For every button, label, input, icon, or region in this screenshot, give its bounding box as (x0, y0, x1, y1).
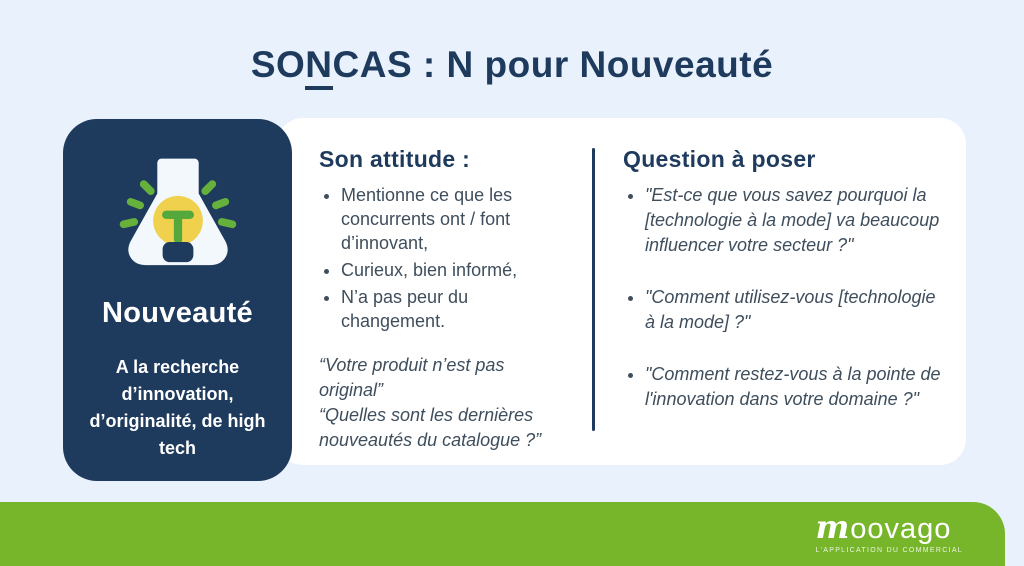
nouveaute-card (63, 119, 292, 481)
flask-bulb-icon (79, 143, 276, 289)
attitude-bullet: • Mentionne ce que les concurrents ont / font d’innovant, (341, 183, 571, 255)
questions-column (623, 146, 945, 439)
nouveaute-description: A la recherche d’innovation, d’originalité, de high tech (89, 357, 266, 458)
question-bullet: • "Comment restez-vous à la pointe de l'innovation dans votre domaine ?" (645, 362, 945, 412)
title-underlined-letter: N (305, 44, 332, 90)
attitude-quote: “Quelles sont les dernières nouveautés du catalogue ?” (319, 405, 542, 450)
moovago-logo (815, 508, 963, 554)
title-suffix: CAS : N pour Nouveauté (332, 44, 774, 85)
question-bullet: • "Est-ce que vous savez pourquoi la [technologie à la mode] va beaucoup influencer votre secteur ?" (645, 183, 945, 258)
attitude-quote: “Votre produit n’est pas original” (319, 355, 505, 400)
page-title (0, 44, 1024, 86)
attitude-quotes (319, 353, 571, 453)
nouveaute-heading: Nouveauté (102, 297, 253, 329)
questions-bullet-list (623, 183, 945, 412)
attitude-heading: Son attitude : (319, 146, 471, 172)
moovago-logo-text (815, 508, 963, 546)
attitude-column (319, 146, 571, 453)
vertical-divider (592, 148, 595, 431)
moovago-tagline: L'APPLICATION DU COMMERCIAL (815, 547, 963, 554)
bulb-base-shape (162, 242, 193, 262)
question-bullet: • "Comment utilisez-vous [technologie à la mode] ?" (645, 285, 945, 335)
questions-heading: Question à poser (623, 146, 816, 172)
attitude-bullet: • N’a pas peur du changement. (341, 285, 571, 333)
title-prefix: SO (250, 44, 306, 85)
moovago-logo-initial: m (815, 508, 851, 546)
attitude-bullet-list (319, 183, 571, 333)
moovago-logo-rest: oovago (850, 513, 952, 545)
attitude-bullet: • Curieux, bien informé, (341, 258, 571, 282)
content-card (277, 118, 966, 465)
footer-bar (0, 502, 1005, 566)
